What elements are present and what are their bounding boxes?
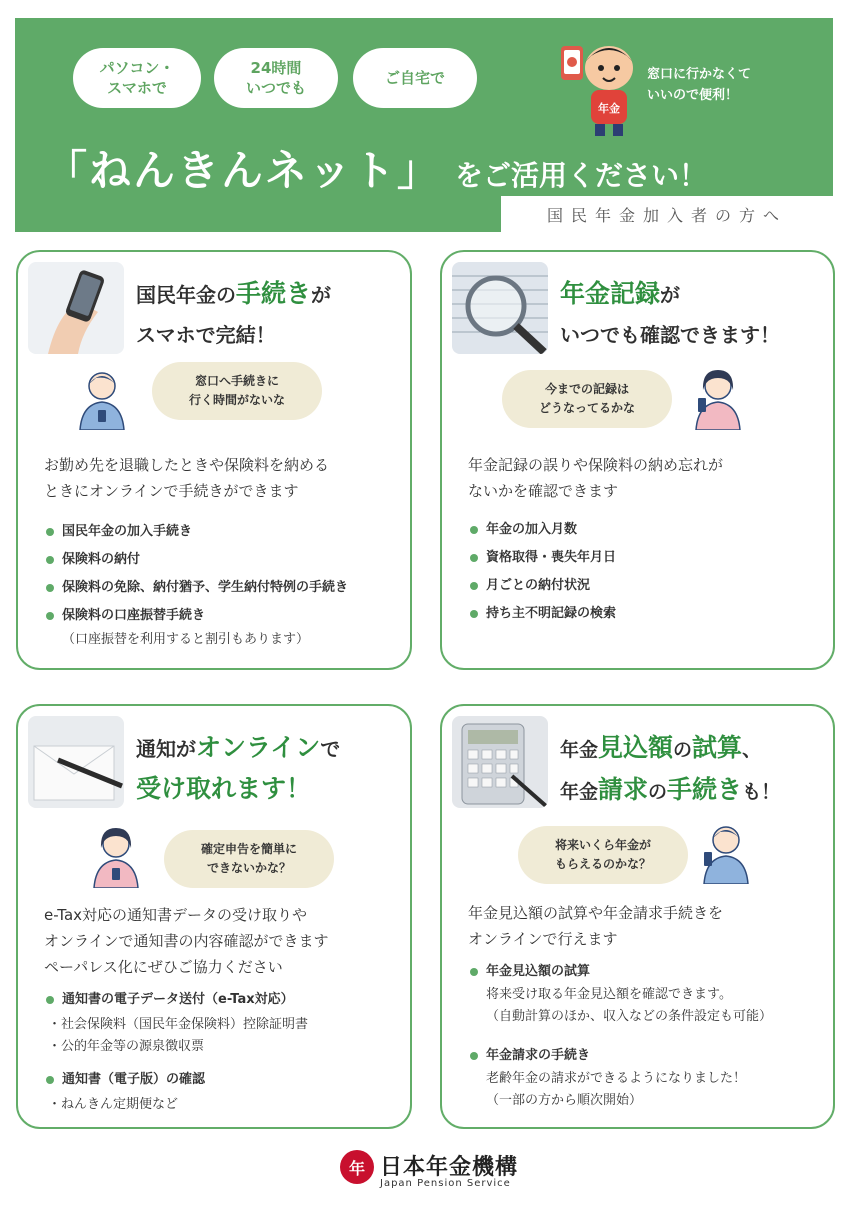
card-estimate [440, 704, 835, 1129]
sub-block [486, 1068, 746, 1112]
card-title: 通知がオンラインで 受け取れます！ [136, 733, 341, 803]
thought-bubble: 将来いくら年金が もらえるのかな？ [518, 826, 688, 884]
thought-bubble: 窓口へ手続きに 行く時間がないな [152, 362, 322, 420]
list-item: 持ち主不明記録の検索 [468, 600, 616, 628]
page-title [45, 138, 707, 198]
card-procedures [16, 250, 412, 670]
organization-logo [340, 1146, 540, 1196]
smartphone-hand-photo [28, 262, 124, 354]
woman-with-phone-illustration [690, 364, 746, 430]
sub-text: 老齢年金の請求ができるようになりました！ [486, 1071, 747, 1086]
sub-block [486, 984, 772, 1028]
feature-list [44, 1066, 205, 1094]
thought-bubble: 確定申告を簡単に できないかな？ [164, 830, 334, 888]
feature-list [468, 516, 616, 628]
thought-bubble: 今までの記録は どうなってるかな [502, 370, 672, 428]
calculator-photo [452, 716, 548, 808]
card-description: e-Tax対応の通知書データの受け取りや オンラインで通知書の内容確認ができます ペーパレス化にぜひご協力ください [44, 906, 329, 976]
sub-note: （一部の方から順次開始） [486, 1093, 643, 1108]
card-description: 年金記録の誤りや保険料の納め忘れが ないかを確認できます [468, 456, 724, 500]
list-item: 年金請求の手続き [468, 1042, 590, 1070]
list-item: 通知書の電子データ送付（e-Tax対応） [44, 986, 294, 1014]
sub-item: ・ねんきん定期便など [48, 1097, 179, 1112]
logo-name-jp: 日本年金機構 [380, 1155, 519, 1180]
feature-list [44, 986, 294, 1014]
list-item: 月ごとの納付状況 [468, 572, 616, 600]
list-item: 保険料の納付 [44, 546, 348, 574]
feature-list [44, 518, 348, 630]
sub-list [48, 1094, 178, 1116]
feature-list [468, 1042, 590, 1070]
feature-pill-24h: 24時間 いつでも [214, 48, 338, 108]
title-main: 「ねんきんネット」 [45, 146, 442, 195]
envelope-pen-photo [28, 716, 124, 808]
list-item: 年金見込額の試算 [468, 958, 590, 986]
logo-mark-icon: 年 [340, 1150, 374, 1184]
card-title: 年金記録が いつでも確認できます！ [560, 279, 780, 347]
sub-list [48, 1014, 308, 1058]
sub-note: （自動計算のほか、収入などの条件設定も可能） [486, 1009, 773, 1024]
card-records [440, 250, 835, 670]
audience-tag: 国民年金加入者の方へ [501, 196, 833, 232]
woman-with-phone-illustration [88, 822, 144, 888]
discount-note: （口座振替を利用すると割引もあります） [62, 632, 310, 647]
card-title: 年金見込額の試算、 年金請求の手続きも！ [560, 733, 781, 804]
list-item: 年金の加入月数 [468, 516, 616, 544]
mascot-illustration [555, 38, 651, 138]
list-item: 通知書（電子版）の確認 [44, 1066, 205, 1094]
header-banner [15, 18, 833, 232]
feature-list [468, 958, 590, 986]
sub-text: 将来受け取る年金見込額を確認できます。 [486, 987, 732, 1002]
logo-name-en: Japan Pension Service [380, 1178, 511, 1189]
man-with-phone-illustration [74, 364, 130, 430]
feature-pill-home: ご自宅で [353, 48, 477, 108]
feature-pill-device: パソコン・ スマホで [73, 48, 201, 108]
man-with-phone-illustration [698, 818, 754, 884]
card-title: 国民年金の手続きが スマホで完結！ [136, 279, 332, 347]
card-description: 年金見込額の試算や年金請求手続きを オンラインで行えます [468, 904, 724, 948]
card-notifications [16, 704, 412, 1129]
magnifier-document-photo [452, 262, 548, 354]
list-item: 国民年金の加入手続き [44, 518, 348, 546]
sub-item: ・公的年金等の源泉徴収票 [48, 1039, 205, 1054]
mascot-speech: 窓口に行かなくて いいので便利！ [647, 67, 752, 103]
sub-item: ・社会保険料（国民年金保険料）控除証明書 [48, 1017, 309, 1032]
title-sub: をご活用ください！ [455, 159, 708, 192]
mascot-label: 年金 [598, 102, 620, 115]
card-description: お勤め先を退職したときや保険料を納める ときにオンラインで手続きができます [44, 456, 330, 500]
list-item: 資格取得・喪失年月日 [468, 544, 616, 572]
list-item: 保険料の口座振替手続き [44, 602, 348, 630]
list-item: 保険料の免除、納付猶予、学生納付特例の手続き [44, 574, 348, 602]
